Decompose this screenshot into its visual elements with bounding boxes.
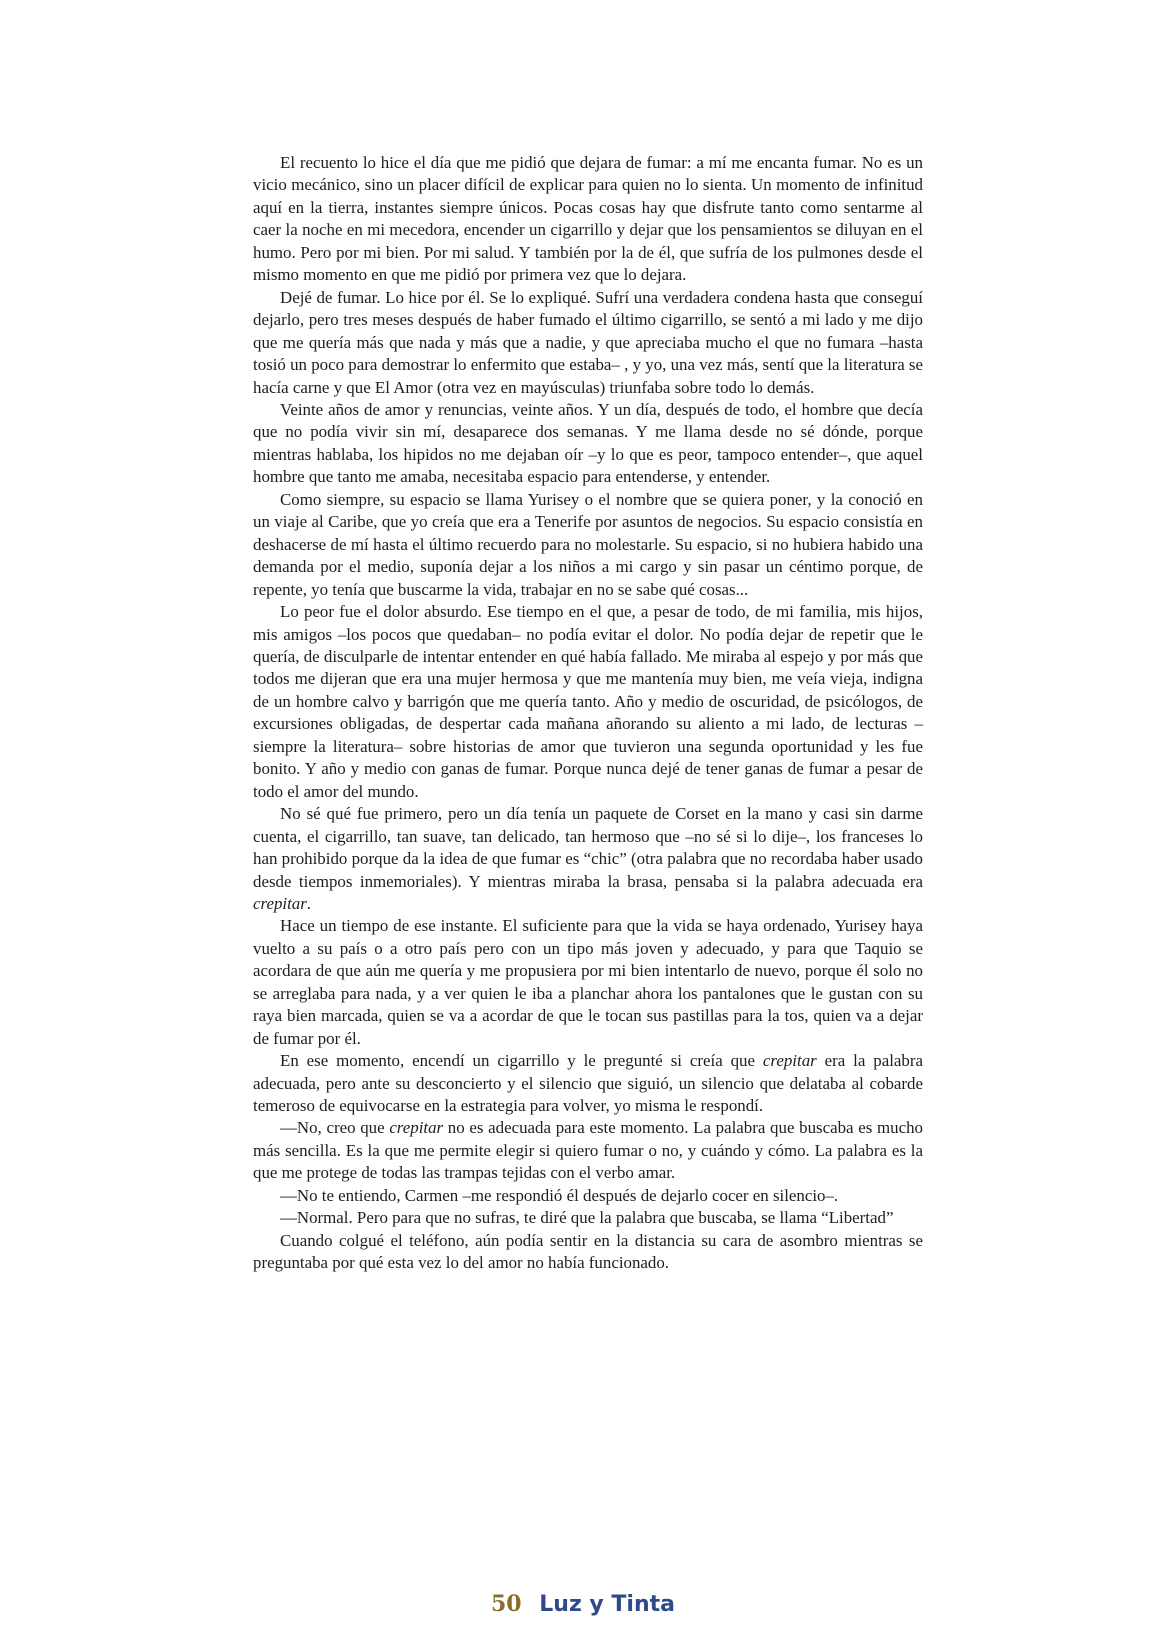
paragraph-10: —No te entiendo, Carmen –me respondió él después de dejarlo cocer en silencio–. bbox=[280, 1185, 839, 1205]
paragraph-8-text: En ese momento, encendí un cigarrillo y le pregunté si creía que bbox=[280, 1051, 763, 1071]
paragraph-1: El recuento lo hice el día que me pidió que dejara de fumar: a mí me encanta fumar. No es un vicio mecánico, sino un placer difícil de explicar para quien no lo sienta. Un momento de infinitud aquí en la tierra, instantes siempre únicos. Pocas cosas hay que disfrute tanto como sentarme al caer la noche en mi mecedora, encender un cigarrillo y dejar que los pensamientos se diluyan en el humo. Pero por mi bien. Por mi salud. Y también por la de él, que sufría de los pulmones desde el mismo momento en que me pidió por primera vez que lo dejara. bbox=[253, 153, 923, 285]
paragraph-9-emphasis: crepitar bbox=[389, 1118, 444, 1138]
page-number: 50 bbox=[490, 1591, 522, 1617]
paragraph-8-emphasis: crepitar bbox=[762, 1051, 817, 1071]
paragraph-6-tail: . bbox=[306, 893, 312, 913]
paragraph-7: Hace un tiempo de ese instante. El suficiente para que la vida se haya ordenado, Yurisey haya vuelto a su país o a otro país pero con un tipo más joven y adecuado, y para que Taquio se acordara de que aún me quería y me propusiera por mi bien intentarlo de nuevo, porque él solo no se arreglaba para nada, y a ver quien le iba a planchar ahora los pantalones que le gustan con su raya bien marcada, quien se va a acordar de que le tocan sus pastillas para la tos, quien va a dejar de fumar por él. bbox=[253, 916, 923, 1048]
paragraph-6-text: No sé qué fue primero, pero un día tenía un paquete de Corset en la mano y casi sin darme cuenta, el cigarrillo, tan suave, tan delicado, tan hermoso que –no sé si lo dije–, los franceses lo han prohibido porque da la idea de que fumar es “chic” (otra palabra que no recordaba haber usado desde tiempos inmemoriales). Y mientras miraba la brasa, pensaba si la palabra adecuada era bbox=[253, 804, 923, 891]
paragraph-11: —Normal. Pero para que no sufras, te diré que la palabra que buscaba, se llama “Libertad” bbox=[280, 1208, 894, 1228]
paragraph-8-tail: era la palabra adecuada, pero ante su desconcierto y el silencio que siguió, un silencio que delataba al cobarde temeroso de equivocarse en la estrategia para volver, yo misma le respondí. bbox=[253, 1051, 923, 1116]
paragraph-4: Como siempre, su espacio se llama Yurisey o el nombre que se quiera poner, y la conoció en un viaje al Caribe, que yo creía que era a Tenerife por asuntos de negocios. Su espacio consistía en deshacerse de mí hasta el último recuerdo para no molestarle. Su espacio, si no hubiera habido una demanda por el medio, suponía dejar a los niños a mi cargo y sin pasar un céntimo porque, de repente, yo tenía que buscarme la vida, trabajar en no se sabe qué cosas... bbox=[253, 489, 923, 599]
paragraph-12: Cuando colgué el teléfono, aún podía sentir en la distancia su cara de asombro mientras se preguntaba por qué esta vez lo del amor no había funcionado. bbox=[253, 1230, 923, 1273]
paragraph-6-emphasis: crepitar bbox=[253, 893, 307, 913]
paragraph-6 bbox=[253, 803, 923, 915]
paragraph-9 bbox=[253, 1117, 923, 1184]
magazine-title: Luz y Tinta bbox=[539, 1592, 675, 1617]
paragraph-9-text: —No, creo que bbox=[280, 1118, 390, 1138]
paragraph-3: Veinte años de amor y renuncias, veinte años. Y un día, después de todo, el hombre que decía que no podía vivir sin mí, desaparece dos semanas. Y me llama desde no sé dónde, porque mientras hablaba, los hipidos no me dejaban oír –y lo que es peor, tampoco entender–, que aquel hombre que tanto me amaba, necesitaba espacio para entenderse, y entender. bbox=[253, 399, 923, 487]
story-body bbox=[253, 152, 923, 1275]
paragraph-5: Lo peor fue el dolor absurdo. Ese tiempo en el que, a pesar de todo, de mi familia, mis hijos, mis amigos –los pocos que quedaban– no podía evitar el dolor. No podía dejar de repetir que le quería, de disculparle de intentar entender en qué había fallado. Me miraba al espejo y por más que todos me dijeran que era una mujer hermosa y que me mantenía muy bien, me veía vieja, indigna de un hombre calvo y barrigón que me quería tanto. Año y medio de oscuridad, de psicólogos, de excursiones obligadas, de despertar cada mañana añorando su aliento a mi lado, de lecturas –siempre la literatura– sobre historias de amor que tuvieron una segunda oportunidad y les fue bonito. Y año y medio con ganas de fumar. Porque nunca dejé de tener ganas de fumar a pesar de todo el amor del mundo. bbox=[253, 602, 923, 801]
paragraph-9-tail: no es adecuada para este momento. La palabra que buscaba es mucho más sencilla. Es la que me permite elegir si quiero fumar o no, y cuándo y cómo. La palabra es la que me protege de todas las trampas tejidas con el verbo amar. bbox=[253, 1118, 923, 1183]
paragraph-2: Dejé de fumar. Lo hice por él. Se lo expliqué. Sufrí una verdadera condena hasta que conseguí dejarlo, pero tres meses después de haber fumado el último cigarrillo, se sentó a mi lado y me dijo que me quería más que nada y más que a nadie, y que apreciaba mucho el que no fumara –hasta tosió un poco para demostrar lo enfermito que estaba– , y yo, una vez más, sentí que la literatura se hacía carne y que El Amor (otra vez en mayúsculas) triunfaba sobre todo lo demás. bbox=[253, 287, 923, 397]
paragraph-8 bbox=[253, 1050, 923, 1117]
page-footer bbox=[0, 1589, 1166, 1620]
